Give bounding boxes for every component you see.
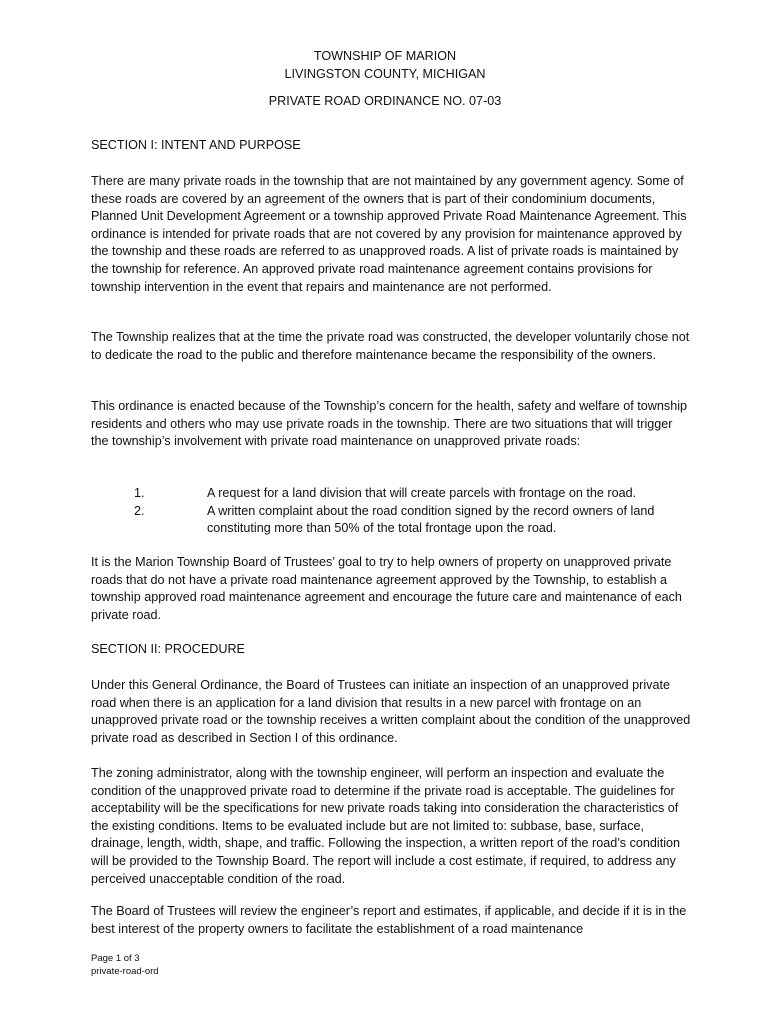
document-header <box>0 47 770 83</box>
file-name: private-road-ord <box>91 966 159 977</box>
section-1-paragraph-3: This ordinance is enacted because of the Township’s concern for the health, safety and welfare of township residents and others who may use private roads in the township. There are two situations that will trigger the township’s involvement with private road maintenance on unapproved private roads: <box>91 399 688 449</box>
ordinance-title: PRIVATE ROAD ORDINANCE NO. 07-03 <box>268 94 502 108</box>
list-number: 2. <box>134 503 145 518</box>
township-name: TOWNSHIP OF MARION <box>313 49 457 63</box>
list-text: A written complaint about the road condition signed by the record owners of land constituting more than 50% of the total frontage upon the road. <box>207 503 655 536</box>
list-item <box>0 503 770 538</box>
list-text: A request for a land division that will create parcels with frontage on the road. <box>207 486 637 500</box>
section-2-heading: SECTION II: PROCEDURE <box>91 642 245 656</box>
trigger-list <box>0 485 770 538</box>
section-1-paragraph-1: There are many private roads in the township that are not maintained by any government agency. Some of these roads are covered by an agreement of the owners that is part of their condominium documents, Planned Unit Development Agreement or a township approved Private Road Maintenance Agreement. This ordinance is intended for private roads that are not covered by any provision for maintenance approved by the township and these roads are referred to as unapproved roads. A list of private roads is maintained by the township for reference. An approved private road maintenance agreement contains provisions for township intervention in the event that repairs and maintenance are not performed. <box>91 174 687 294</box>
county-name: LIVINGSTON COUNTY, MICHIGAN <box>284 67 486 81</box>
page-footer <box>91 952 159 978</box>
list-number: 1. <box>134 486 145 500</box>
section-1-paragraph-2: The Township realizes that at the time the private road was constructed, the developer voluntarily chose not to dedicate the road to the public and therefore maintenance became the responsibility of the owners. <box>91 330 690 362</box>
section-2-paragraph-2: The zoning administrator, along with the township engineer, will perform an inspection and evaluate the condition of the unapproved private road to determine if the private road is acceptable. The guidelines for acceptability will be the specifications for new private roads taking into consideration the characteristics of the existing conditions. Items to be evaluated include but are not limited to: subbase, base, surface, drainage, length, width, shape, and traffic. Following the inspection, a written report of the road’s condition will be provided to the Township Board. The report will include a cost estimate, if required, to address any perceived unacceptable condition of the road. <box>91 766 680 886</box>
section-2-paragraph-3: The Board of Trustees will review the engineer’s report and estimates, if applicable, and decide if it is in the best interest of the property owners to facilitate the establishment of a road maintenance <box>91 904 687 936</box>
section-1-heading: SECTION I: INTENT AND PURPOSE <box>91 138 301 152</box>
page-number: Page 1 of 3 <box>91 953 140 964</box>
section-2-paragraph-1: Under this General Ordinance, the Board of Trustees can initiate an inspection of an unapproved private road when there is an application for a land division that results in a new parcel with frontage on an unapproved private road or the township receives a written complaint about the condition of the unapproved private road as described in Section I of this ordinance. <box>91 678 691 745</box>
section-1-closing-paragraph: It is the Marion Township Board of Trustees’ goal to try to help owners of property on unapproved private roads that do not have a private road maintenance agreement approved by the Township, to establish a township approved road maintenance agreement and encourage the future care and maintenance of each private road. <box>91 555 682 622</box>
list-item <box>0 485 770 503</box>
